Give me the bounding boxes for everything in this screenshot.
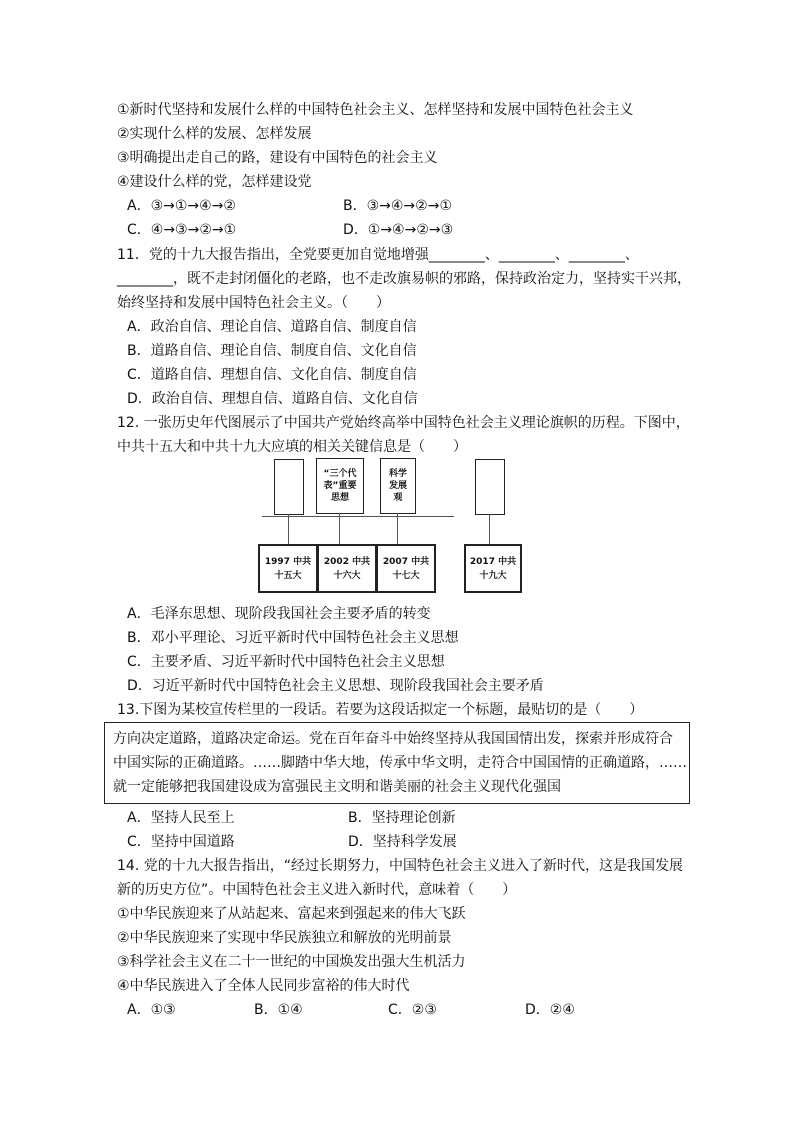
- q11-stem-line1: 11．党的十九大报告指出，全党要更加自觉地增强________、________、________、: [117, 247, 639, 263]
- q12-option-a: A．毛泽东思想、现阶段我国社会主要矛盾的转变: [127, 606, 431, 622]
- quote-line-3: 就一定能够把我国建设成为富强民主文明和谐美丽的社会主义现代化强国: [113, 779, 561, 795]
- label-2002-text: “三个代表”重要思想: [323, 469, 357, 503]
- q11-option-c: C．道路自信、理想自信、文化自信、制度自信: [127, 367, 417, 383]
- label-2007-text: 科学发展观: [388, 469, 407, 503]
- q14-item-3: ③科学社会主义在二十一世纪的中国焕发出强大生机活力: [117, 954, 466, 970]
- q12-option-c: C．主要矛盾、习近平新时代中国特色社会主义思想: [127, 654, 445, 670]
- connector-2007: [397, 513, 398, 544]
- q13-stem: 13.下图为某校宣传栏里的一段话。若要为这段话拟定一个标题，最贴切的是（ ）: [117, 702, 644, 718]
- q12-stem-line2: 中共十五大和中共十九大应填的相关关键信息是（ ）: [117, 439, 467, 455]
- q11-option-a: A．政治自信、理论自信、道路自信、制度自信: [127, 319, 417, 335]
- connector-2002: [339, 513, 340, 544]
- intro-item-3: ③明确提出走自己的路，建设有中国特色的社会主义: [117, 150, 438, 166]
- bulletin-quote-box: [104, 722, 690, 804]
- q14-item-4: ④中华民族进入了全体人民同步富裕的伟大时代: [117, 978, 410, 994]
- q14-item-2: ②中华民族迎来了实现中华民族独立和解放的光明前景: [117, 930, 452, 946]
- q11-option-b: B．道路自信、理论自信、制度自信、文化自信: [127, 343, 417, 359]
- q13-option-b: B．坚持理论创新: [348, 810, 456, 826]
- year-box-1997: [258, 544, 318, 593]
- intro-item-4: ④建设什么样的党，怎样建设党: [117, 174, 312, 190]
- label-box-2007: [380, 458, 416, 514]
- q14-stem-line1: 14. 党的十九大报告指出，“经过长期努力，中国特色社会主义进入了新时代，这是我国发展: [117, 858, 683, 874]
- year-box-2007: [376, 544, 436, 593]
- q12-stem-line1: 12. 一张历史年代图展示了中国共产党始终高举中国特色社会主义理论旗帜的历程。下图中，: [117, 415, 690, 431]
- q11-option-d: D．政治自信、理想自信、道路自信、文化自信: [127, 391, 418, 407]
- q10-option-b: B．③→④→②→①: [343, 198, 452, 214]
- q13-option-a: A．坚持人民至上: [127, 810, 235, 826]
- q12-option-d: D．习近平新时代中国特色社会主义思想、现阶段我国社会主要矛盾: [127, 678, 544, 694]
- q10-option-a: A．③→①→④→②: [127, 198, 236, 214]
- connector-2017: [489, 514, 490, 544]
- year-2007-text: 2007 中共十七大: [382, 556, 430, 581]
- year-2017-text: 2017 中共十九大: [469, 556, 517, 581]
- q14-option-b: B．①④: [254, 1002, 303, 1018]
- q11-stem-line2: ________，既不走封闭僵化的老路，也不走改旗易帜的邪路，保持政治定力，坚持实干兴邦，: [117, 271, 691, 287]
- q14-option-c: C．②③: [388, 1002, 437, 1018]
- q12-option-b: B．邓小平理论、习近平新时代中国特色社会主义思想: [127, 630, 459, 646]
- year-2002-text: 2002 中共十六大: [323, 556, 371, 581]
- q10-option-d: D．①→④→②→③: [343, 222, 454, 238]
- year-box-2002: [317, 544, 377, 593]
- q10-option-c: C．④→③→②→①: [127, 222, 237, 238]
- year-box-2017: [464, 544, 522, 593]
- q14-stem-line2: 新的历史方位”。中国特色社会主义进入新时代，意味着（ ）: [117, 882, 517, 898]
- q13-option-c: C．坚持中国道路: [127, 834, 235, 850]
- q14-option-a: A．①③: [127, 1002, 176, 1018]
- connector-1997: [288, 514, 289, 544]
- intro-item-2: ②实现什么样的发展、怎样发展: [117, 126, 312, 142]
- year-1997-text: 1997 中共十五大: [264, 556, 312, 581]
- timeline-axis: [262, 516, 454, 517]
- intro-item-1: ①新时代坚持和发展什么样的中国特色社会主义、怎样坚持和发展中国特色社会主义: [117, 102, 634, 118]
- quote-line-2: 中国实际的正确道路。……脚踏中华大地，传承中华文明，走符合中国国情的正确道路，……: [113, 755, 687, 771]
- quote-line-1: 方向决定道路，道路决定命运。党在百年奋斗中始终坚持从我国国情出发，探索并形成符合: [113, 731, 673, 747]
- q14-option-d: D．②④: [525, 1002, 575, 1018]
- q13-option-d: D．坚持科学发展: [348, 834, 457, 850]
- blank-box-1997: [274, 459, 304, 515]
- label-box-2002: [316, 458, 364, 514]
- q11-stem-line3: 始终坚持和发展中国特色社会主义。（ ）: [117, 295, 390, 311]
- blank-box-2017: [475, 459, 505, 515]
- q14-item-1: ①中华民族迎来了从站起来、富起来到强起来的伟大飞跃: [117, 906, 466, 922]
